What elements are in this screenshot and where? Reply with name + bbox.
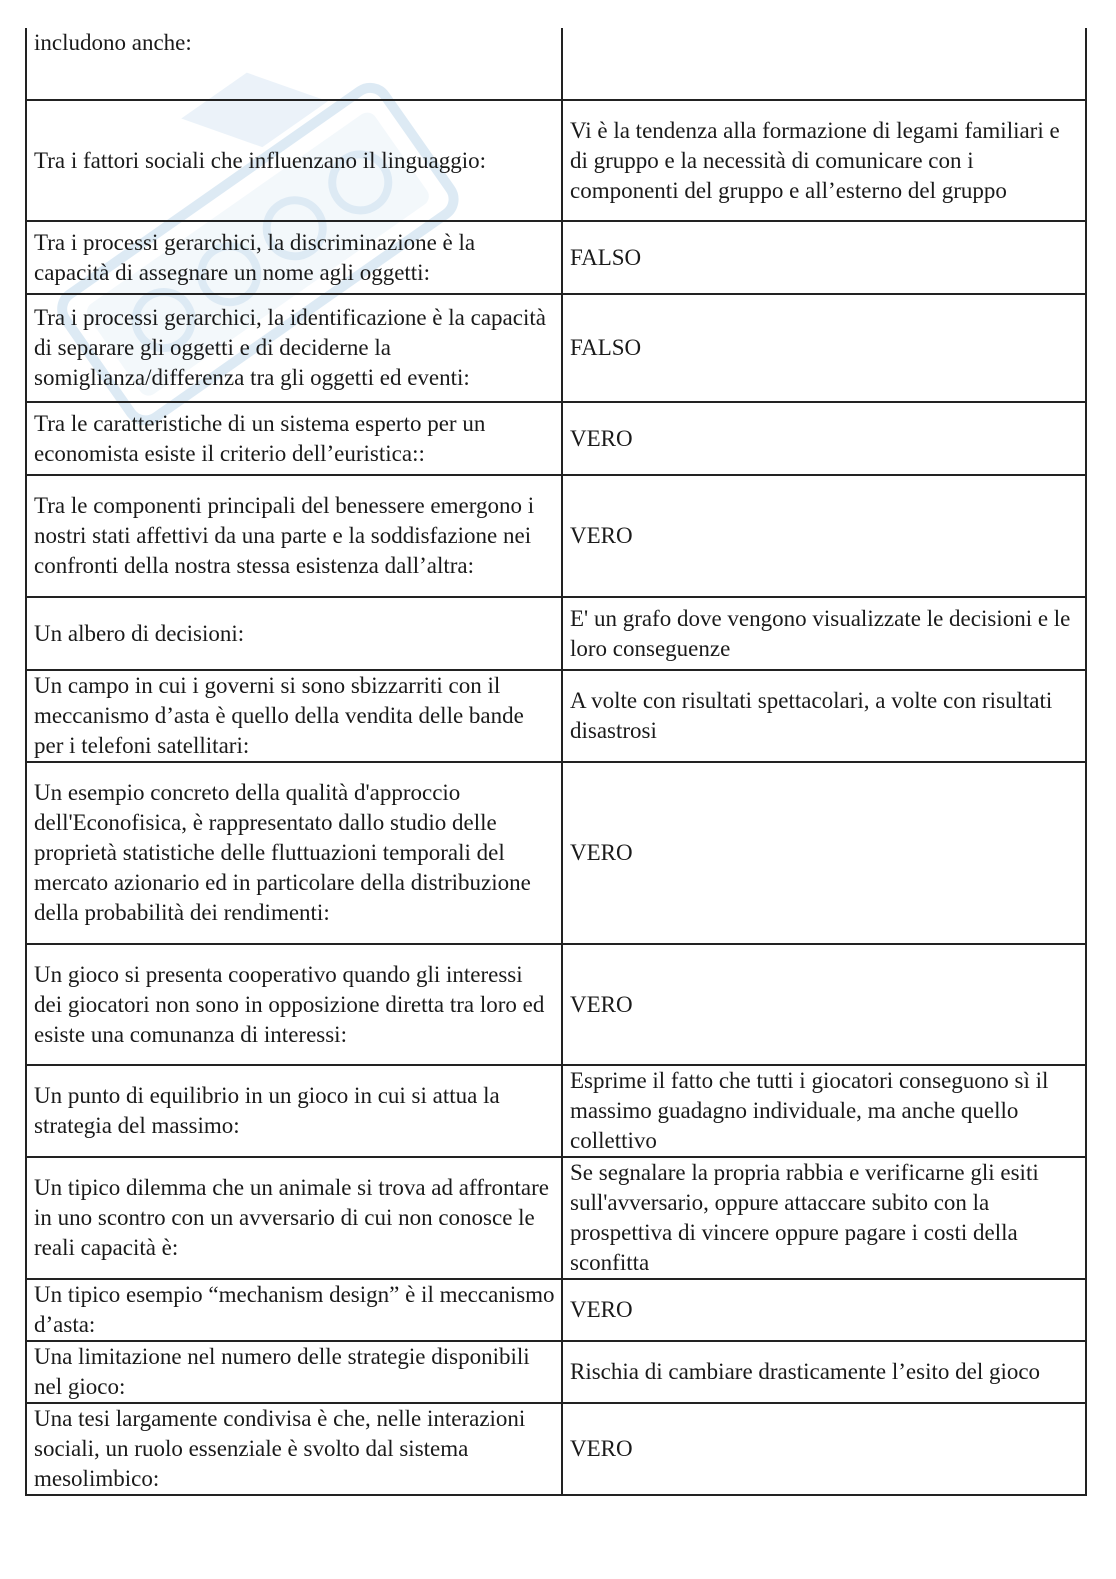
table-row (26, 100, 1086, 221)
answer-cell: Se segnalare la propria rabbia e verificarne gli esiti sull'avversario, oppure attaccare subito con la prospettiva di vincere oppure pagare i costi della sconfitta (562, 1157, 1086, 1279)
question-cell: Tra i fattori sociali che influenzano il linguaggio: (26, 100, 562, 221)
question-cell: Una limitazione nel numero delle strategie disponibili nel gioco: (26, 1341, 562, 1403)
answer-cell: VERO (562, 402, 1086, 475)
answer-cell: FALSO (562, 294, 1086, 402)
answer-cell: VERO (562, 1279, 1086, 1341)
table-row (26, 221, 1086, 294)
table-row (26, 475, 1086, 597)
question-cell: Un tipico esempio “mechanism design” è il meccanismo d’asta: (26, 1279, 562, 1341)
table-row (26, 1341, 1086, 1403)
answer-cell: A volte con risultati spettacolari, a volte con risultati disastrosi (562, 670, 1086, 762)
table-row (26, 294, 1086, 402)
table-row (26, 1157, 1086, 1279)
table-row (26, 597, 1086, 670)
question-cell: Tra i processi gerarchici, la discriminazione è la capacità di assegnare un nome agli oggetti: (26, 221, 562, 294)
question-cell: Tra le caratteristiche di un sistema esperto per un economista esiste il criterio dell’euristica:: (26, 402, 562, 475)
answer-cell: Vi è la tendenza alla formazione di legami familiari e di gruppo e la necessità di comunicare con i componenti del gruppo e all’esterno del gruppo (562, 100, 1086, 221)
question-cell: Tra i processi gerarchici, la identificazione è la capacità di separare gli oggetti e di deciderne la somiglianza/differenza tra gli oggetti ed eventi: (26, 294, 562, 402)
answer-cell (562, 28, 1086, 100)
table-row (26, 1279, 1086, 1341)
question-cell: Un campo in cui i governi si sono sbizzarriti con il meccanismo d’asta è quello della vendita delle bande per i telefoni satellitari: (26, 670, 562, 762)
answer-cell: VERO (562, 944, 1086, 1065)
table-row (26, 402, 1086, 475)
question-cell: Un tipico dilemma che un animale si trova ad affrontare in uno scontro con un avversario di cui non conosce le reali capacità è: (26, 1157, 562, 1279)
table-row (26, 944, 1086, 1065)
question-cell: Un punto di equilibrio in un gioco in cui si attua la strategia del massimo: (26, 1065, 562, 1157)
answer-cell: VERO (562, 1403, 1086, 1495)
question-cell: includono anche: (26, 28, 562, 100)
question-cell: Un esempio concreto della qualità d'approccio dell'Econofisica, è rappresentato dallo studio delle proprietà statistiche delle fluttuazioni temporali del mercato azionario ed in particolare della distribuzione della probabilità dei rendimenti: (26, 762, 562, 944)
answer-cell: E' un grafo dove vengono visualizzate le decisioni e le loro conseguenze (562, 597, 1086, 670)
answer-cell: Esprime il fatto che tutti i giocatori conseguono sì il massimo guadagno individuale, ma anche quello collettivo (562, 1065, 1086, 1157)
table-row (26, 762, 1086, 944)
table-row (26, 1403, 1086, 1495)
answer-cell: FALSO (562, 221, 1086, 294)
question-cell: Un gioco si presenta cooperativo quando gli interessi dei giocatori non sono in opposizione diretta tra loro ed esiste una comunanza di interessi: (26, 944, 562, 1065)
answer-cell: VERO (562, 762, 1086, 944)
answer-cell: Rischia di cambiare drasticamente l’esito del gioco (562, 1341, 1086, 1403)
question-cell: Un albero di decisioni: (26, 597, 562, 670)
question-cell: Tra le componenti principali del benessere emergono i nostri stati affettivi da una parte e la soddisfazione nei confronti della nostra stessa esistenza dall’altra: (26, 475, 562, 597)
question-cell: Una tesi largamente condivisa è che, nelle interazioni sociali, un ruolo essenziale è svolto dal sistema mesolimbico: (26, 1403, 562, 1495)
table-row (26, 1065, 1086, 1157)
answer-cell: VERO (562, 475, 1086, 597)
qa-table (25, 28, 1087, 1496)
table-row (26, 670, 1086, 762)
table-row (26, 28, 1086, 100)
